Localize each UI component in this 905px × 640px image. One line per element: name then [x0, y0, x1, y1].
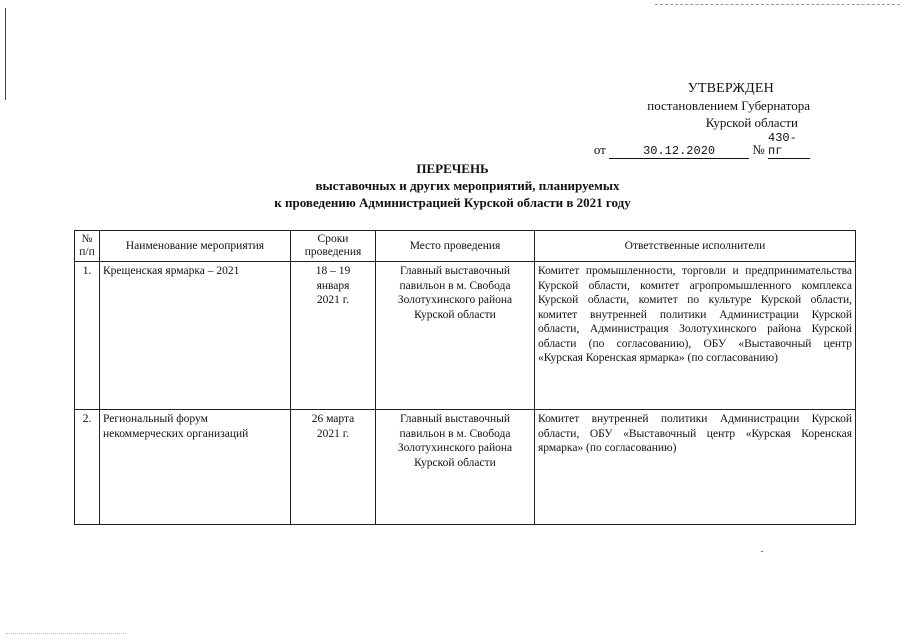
approval-title: УТВЕРЖДЕН: [687, 81, 774, 96]
row-name: Региональный форум некоммерческих организаций: [100, 410, 291, 525]
row-name: Крещенская ярмарка – 2021: [100, 262, 291, 410]
header-name: Наименование мероприятия: [100, 231, 291, 262]
heading-subtitle-2: к проведению Администрацией Курской области в 2021 году: [274, 195, 631, 210]
row-responsible: Комитет промышленности, торговли и предпринимательства Курской области, комитет агропромышленного комплекса Курской области, комитет по культуре Курской области, комитет внутренней политики Администрации Курской области, Администрация Золотухинского района Курской области (по согласованию), ОБУ «Выставочный центр «Курская Коренская ярмарка» (по согласованию): [535, 262, 856, 410]
row-date: [291, 262, 376, 410]
row-place: Главный выставочный павильон в м. Свобода Золотухинского района Курской области: [376, 262, 535, 410]
decree-number: 430-пг: [768, 132, 810, 159]
document-heading: [0, 160, 905, 211]
scan-speck: [761, 551, 763, 552]
row-place: Главный выставочный павильон в м. Свобода Золотухинского района Курской области: [376, 410, 535, 525]
header-place: Место проведения: [376, 231, 535, 262]
heading-subtitle-1: выставочных и других мероприятий, планируемых: [315, 178, 620, 193]
header-date-line2: проведения: [304, 246, 362, 258]
table-row: [75, 410, 856, 525]
row-responsible: Комитет внутренней политики Администрации Курской области, ОБУ «Выставочный центр «Курская Коренская ярмарка» (по согласованию): [535, 410, 856, 525]
header-date-line1: Сроки: [317, 233, 349, 245]
row-date-line1: 18 – 19: [315, 265, 351, 277]
table-row: [75, 262, 856, 410]
header-responsible: Ответственные исполнители: [535, 231, 856, 262]
row-date-line3: 2021 г.: [316, 294, 350, 306]
approval-line-decree: постановлением Губернатора: [647, 98, 810, 113]
header-num: [75, 231, 100, 262]
number-prefix: №: [752, 142, 765, 157]
row-num: 1.: [75, 262, 100, 410]
table-header-row: [75, 231, 856, 262]
row-date-line2: 2021 г.: [316, 427, 350, 440]
approval-line-region: Курской области: [705, 115, 798, 130]
decree-date: 30.12.2020: [609, 145, 749, 159]
header-num-line2: п/п: [79, 246, 95, 258]
date-prefix: от: [593, 142, 606, 157]
header-date: [291, 231, 376, 262]
header-num-line1: №: [81, 233, 93, 245]
top-scan-line: [655, 4, 900, 5]
row-date: [291, 410, 376, 525]
bottom-scan-noise: [6, 633, 126, 634]
row-date-line1: 26 марта: [311, 413, 355, 425]
left-margin-line: [5, 8, 6, 100]
events-table: [74, 230, 856, 525]
row-num: 2.: [75, 410, 100, 525]
heading-title: ПЕРЕЧЕНЬ: [416, 161, 489, 176]
row-date-line2: января: [316, 279, 350, 292]
approval-stamp: [560, 80, 810, 159]
approval-date-line: [560, 132, 810, 159]
